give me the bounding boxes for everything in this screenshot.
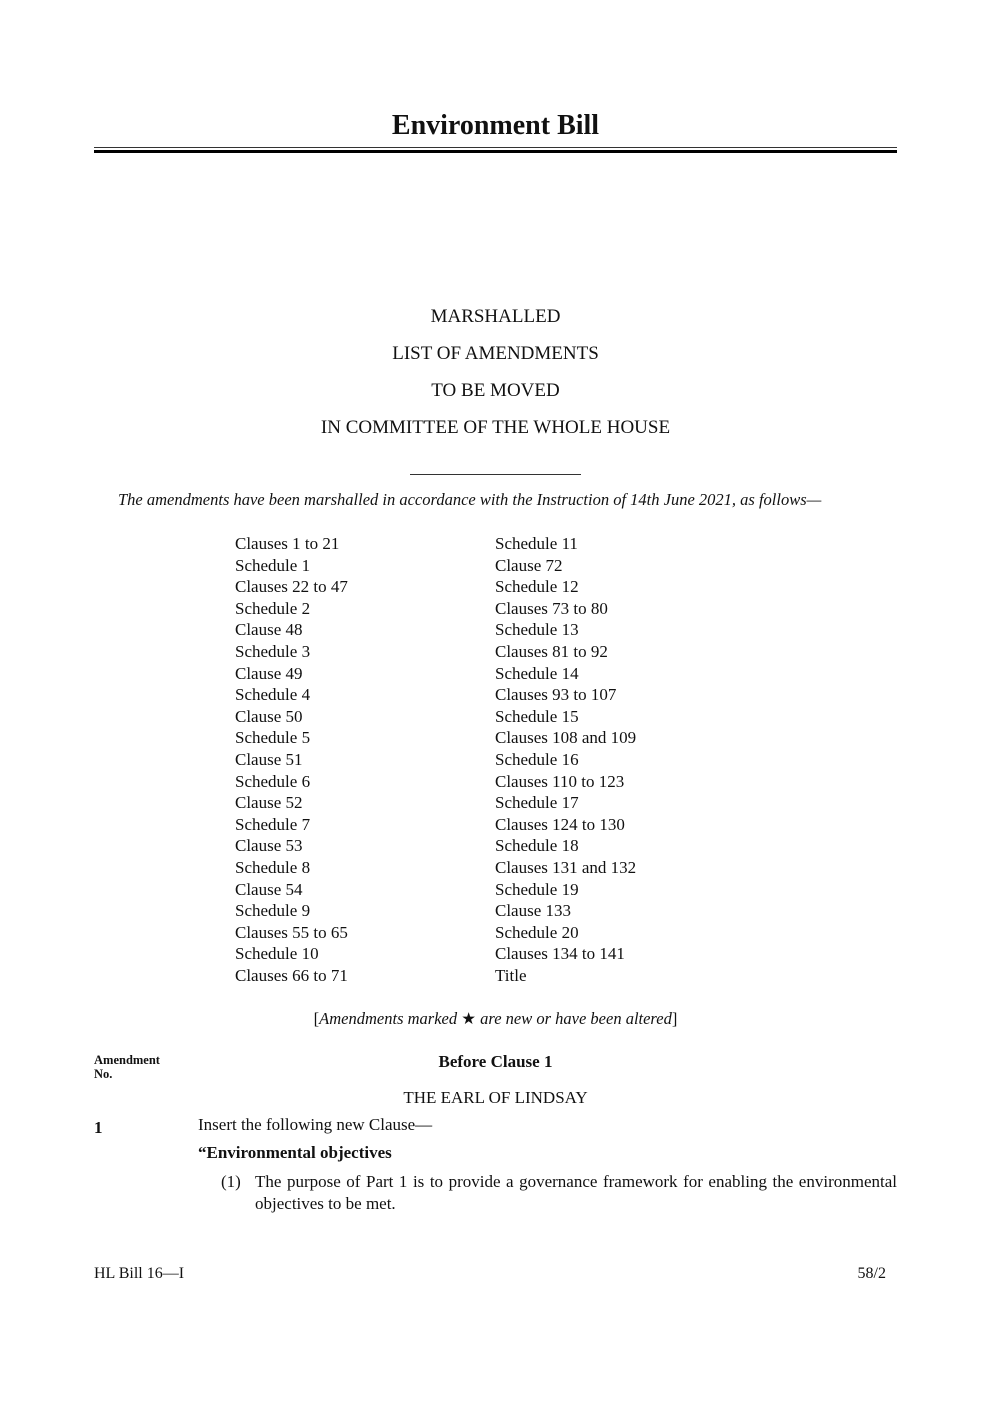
amendment-label-line1: Amendment: [94, 1053, 160, 1067]
new-clause-title: “Environmental objectives: [198, 1143, 392, 1162]
order-item: Clause 48: [235, 620, 303, 640]
amendment-mover: THE EARL OF LINDSAY: [403, 1088, 588, 1107]
order-item: Clause 50: [235, 706, 303, 726]
order-item: Clauses 124 to 130: [495, 814, 625, 834]
order-item: Schedule 17: [495, 793, 579, 813]
order-item: Clauses 81 to 92: [495, 641, 608, 661]
order-item: Schedule 15: [495, 706, 579, 726]
subsection-number: (1): [221, 1172, 241, 1191]
order-item: Clause 133: [495, 901, 572, 921]
section-heading: Before Clause 1: [438, 1052, 553, 1071]
star-note-text-after: are new or have been altered: [476, 1009, 672, 1028]
subsection-text: The purpose of Part 1 is to provide a governance framework for enabling the environmental objectives to be met.: [255, 1172, 897, 1213]
star-icon: ★: [461, 1009, 477, 1028]
order-item: Schedule 12: [495, 577, 579, 597]
amendment-number: 1: [94, 1118, 103, 1137]
amendment-label-line2: No.: [94, 1067, 113, 1081]
order-item: Schedule 13: [495, 620, 579, 640]
order-item: Clauses 1 to 21: [235, 534, 340, 553]
order-item: Clause 51: [235, 749, 303, 769]
order-item: Schedule 8: [235, 857, 311, 877]
order-item: Clauses 108 and 109: [495, 728, 637, 748]
order-item: Clauses 134 to 141: [495, 944, 625, 964]
order-item: Clauses 131 and 132: [495, 857, 637, 877]
bracket-close: ]: [671, 1009, 678, 1028]
order-item: Schedule 2: [235, 598, 311, 618]
footer-bill-reference: HL Bill 16—I: [94, 1265, 185, 1282]
order-item: Clause 54: [235, 879, 303, 899]
order-item: Clauses 73 to 80: [495, 598, 608, 618]
bracket-open: [: [313, 1009, 320, 1028]
order-item: Schedule 3: [235, 641, 311, 661]
heading-line-list: LIST OF AMENDMENTS: [392, 343, 599, 364]
order-list-left: [235, 533, 348, 986]
order-list-right: [495, 533, 636, 986]
order-item: Schedule 14: [495, 663, 579, 683]
order-item: Clauses 93 to 107: [495, 685, 617, 705]
order-item: Clause 72: [495, 555, 563, 575]
amendment-instruction: Insert the following new Clause—: [198, 1115, 433, 1134]
order-item: Schedule 20: [495, 922, 579, 942]
order-item: Schedule 6: [235, 771, 311, 791]
footer-page-reference: 58/2: [857, 1265, 886, 1282]
order-item: Schedule 16: [495, 749, 579, 769]
order-item: Schedule 11: [495, 534, 578, 553]
document-title: Environment Bill: [391, 110, 600, 141]
heading-line-moved: TO BE MOVED: [431, 380, 560, 401]
order-item: Clauses 110 to 123: [495, 771, 625, 791]
intro-paragraph: The amendments have been marshalled in accordance with the Instruction of 14th June 2021, as follows—: [118, 490, 822, 509]
star-note: [94, 1007, 897, 1031]
order-item: Clauses 22 to 47: [235, 577, 348, 597]
heading-line-marshalled: MARSHALLED: [430, 306, 561, 327]
order-item: Schedule 1: [235, 555, 311, 575]
order-item: Schedule 7: [235, 814, 311, 834]
order-item: Clauses 55 to 65: [235, 922, 348, 942]
order-item: Schedule 10: [235, 944, 319, 964]
star-note-text-before: Amendments marked: [319, 1009, 462, 1028]
section-divider: [410, 474, 581, 475]
order-item: Schedule 9: [235, 901, 311, 921]
order-item: Schedule 19: [495, 879, 579, 899]
order-item: Clause 49: [235, 663, 303, 683]
title-rule-thin: [94, 147, 897, 148]
order-item: Clauses 66 to 71: [235, 965, 348, 985]
order-item: Clause 52: [235, 793, 303, 813]
order-item: Schedule 4: [235, 685, 311, 705]
order-item: Clause 53: [235, 836, 303, 856]
order-item: Title: [495, 965, 527, 985]
order-item: Schedule 18: [495, 836, 579, 856]
heading-line-committee: IN COMMITTEE OF THE WHOLE HOUSE: [320, 417, 671, 438]
order-item: Schedule 5: [235, 728, 311, 748]
title-rule-thick: [94, 150, 897, 153]
